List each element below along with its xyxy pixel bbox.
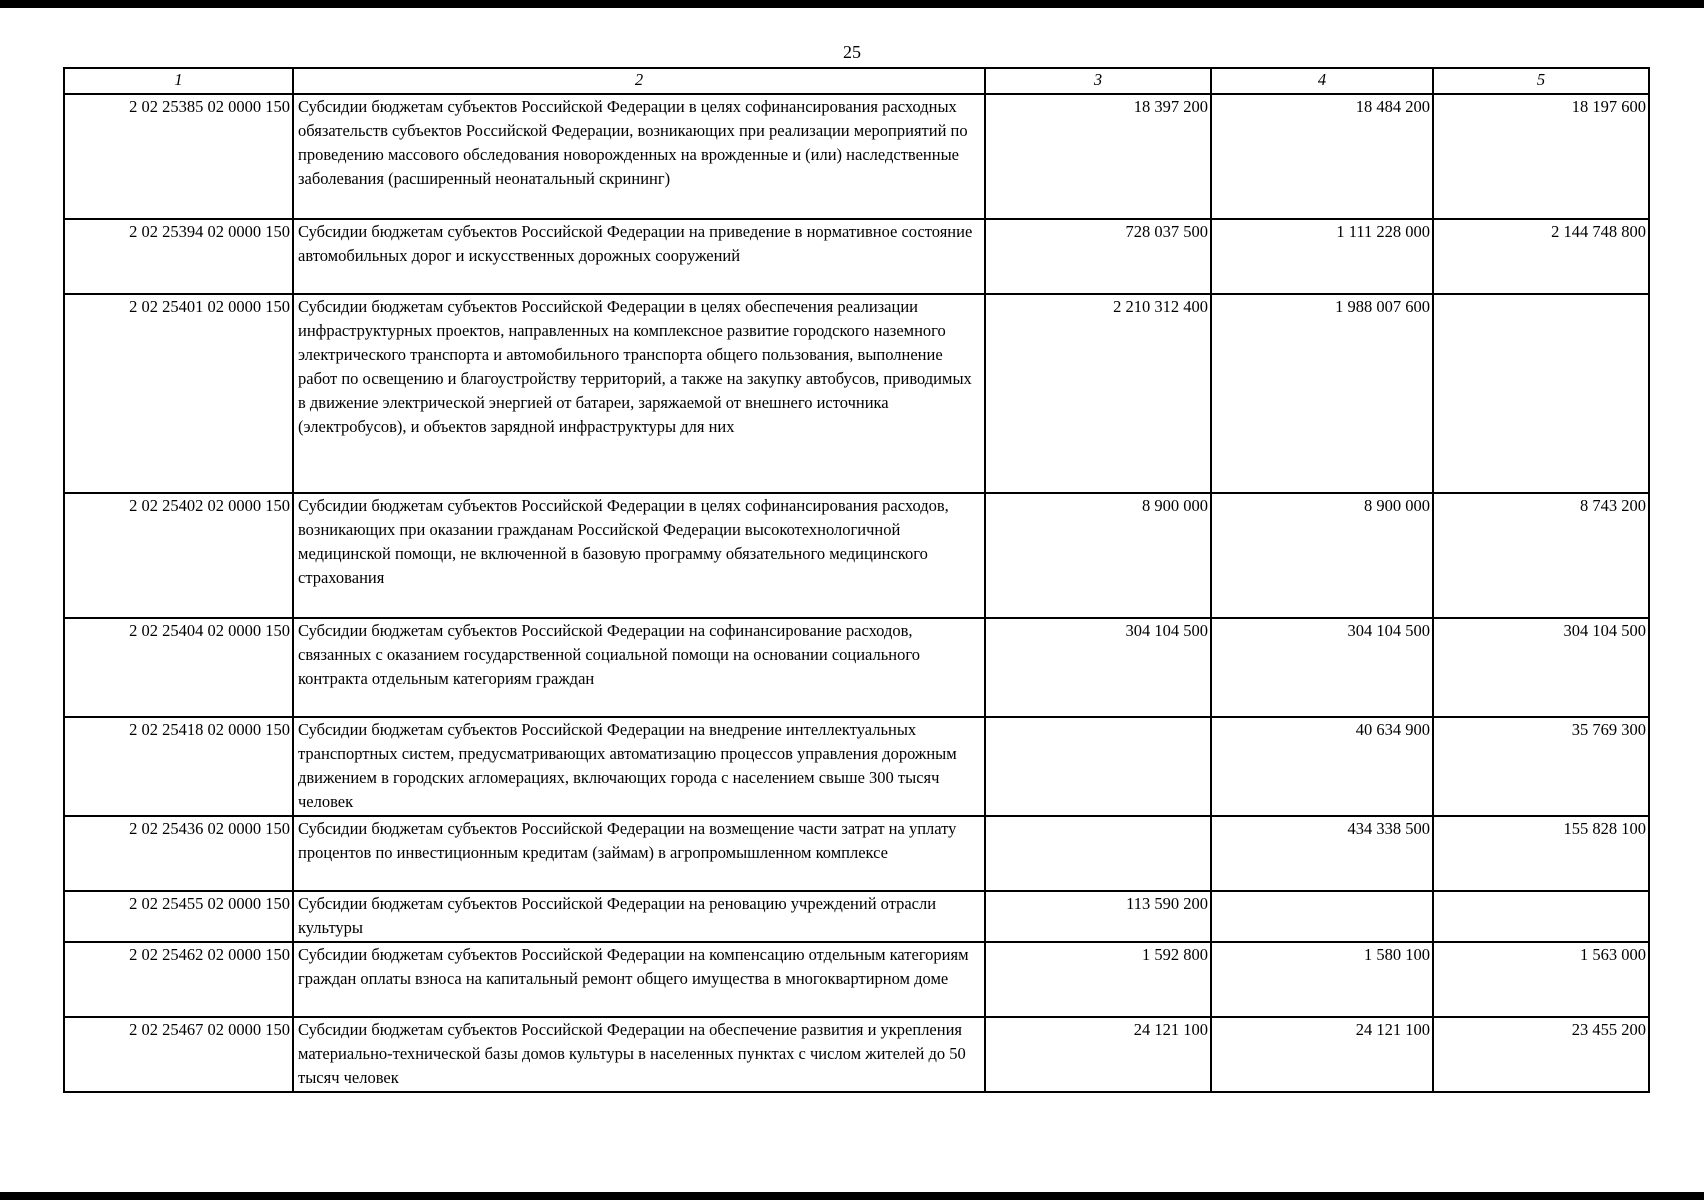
amount-col-3: 304 104 500	[985, 618, 1211, 717]
budget-code: 2 02 25401 02 0000 150	[64, 294, 293, 493]
table-row	[64, 94, 1649, 219]
amount-col-4: 1 988 007 600	[1211, 294, 1433, 493]
amount-col-3: 24 121 100	[985, 1017, 1211, 1092]
table-row	[64, 942, 1649, 1017]
budget-code: 2 02 25402 02 0000 150	[64, 493, 293, 618]
amount-col-5: 35 769 300	[1433, 717, 1649, 816]
amount-col-3: 2 210 312 400	[985, 294, 1211, 493]
budget-code: 2 02 25467 02 0000 150	[64, 1017, 293, 1092]
column-header-2: 2	[293, 68, 985, 94]
budget-description: Субсидии бюджетам субъектов Российской Федерации на софинансирование расходов, связанных с оказанием государственной социальной помощи на основании социального контракта отдельным категориям граждан	[293, 618, 985, 717]
table-row	[64, 1017, 1649, 1092]
budget-description: Субсидии бюджетам субъектов Российской Федерации на возмещение части затрат на уплату процентов по инвестиционным кредитам (займам) в агропромышленном комплексе	[293, 816, 985, 891]
column-header-1: 1	[64, 68, 293, 94]
amount-col-4: 434 338 500	[1211, 816, 1433, 891]
table-row	[64, 618, 1649, 717]
header-row	[64, 68, 1649, 94]
table-row	[64, 493, 1649, 618]
amount-col-4: 1 580 100	[1211, 942, 1433, 1017]
amount-col-5: 23 455 200	[1433, 1017, 1649, 1092]
amount-col-4: 40 634 900	[1211, 717, 1433, 816]
amount-col-4: 304 104 500	[1211, 618, 1433, 717]
amount-col-5: 2 144 748 800	[1433, 219, 1649, 294]
amount-col-3	[985, 717, 1211, 816]
budget-code: 2 02 25436 02 0000 150	[64, 816, 293, 891]
budget-code: 2 02 25404 02 0000 150	[64, 618, 293, 717]
amount-col-4: 8 900 000	[1211, 493, 1433, 618]
amount-col-5: 304 104 500	[1433, 618, 1649, 717]
budget-description: Субсидии бюджетам субъектов Российской Федерации на обеспечение развития и укрепления материально-технической базы домов культуры в населенных пунктах с числом жителей до 50 тысяч человек	[293, 1017, 985, 1092]
budget-code: 2 02 25394 02 0000 150	[64, 219, 293, 294]
page-number: 25	[843, 42, 861, 62]
amount-col-5	[1433, 294, 1649, 493]
budget-code: 2 02 25455 02 0000 150	[64, 891, 293, 942]
table-row	[64, 891, 1649, 942]
amount-col-3: 1 592 800	[985, 942, 1211, 1017]
budget-description: Субсидии бюджетам субъектов Российской Федерации в целях обеспечения реализации инфраструктурных проектов, направленных на комплексное развитие городского наземного электрического транспорта и автомобильного транспорта общего пользования, выполнение работ по освещению и благоустройству территорий, а также на закупку автобусов, приводимых в движение электрической энергией от батареи, заряжаемой от внешнего источника (электробусов), и объектов зарядной инфраструктуры для них	[293, 294, 985, 493]
scan-border-top	[0, 0, 1704, 8]
amount-col-3: 8 900 000	[985, 493, 1211, 618]
budget-description: Субсидии бюджетам субъектов Российской Федерации на внедрение интеллектуальных транспортных систем, предусматривающих автоматизацию процессов управления дорожным движением в городских агломерациях, включающих города с населением свыше 300 тысяч человек	[293, 717, 985, 816]
budget-description: Субсидии бюджетам субъектов Российской Федерации на реновацию учреждений отрасли культуры	[293, 891, 985, 942]
budget-code: 2 02 25462 02 0000 150	[64, 942, 293, 1017]
table-row	[64, 717, 1649, 816]
amount-col-5: 1 563 000	[1433, 942, 1649, 1017]
amount-col-4: 18 484 200	[1211, 94, 1433, 219]
column-header-4: 4	[1211, 68, 1433, 94]
column-header-3: 3	[985, 68, 1211, 94]
budget-table	[63, 67, 1650, 1093]
scan-border-bottom	[0, 1192, 1704, 1200]
amount-col-3: 18 397 200	[985, 94, 1211, 219]
amount-col-5: 155 828 100	[1433, 816, 1649, 891]
column-header-5: 5	[1433, 68, 1649, 94]
amount-col-3: 728 037 500	[985, 219, 1211, 294]
table-row	[64, 816, 1649, 891]
budget-code: 2 02 25418 02 0000 150	[64, 717, 293, 816]
budget-description: Субсидии бюджетам субъектов Российской Федерации на приведение в нормативное состояние автомобильных дорог и искусственных дорожных сооружений	[293, 219, 985, 294]
amount-col-4	[1211, 891, 1433, 942]
table-row	[64, 294, 1649, 493]
table-row	[64, 219, 1649, 294]
budget-description: Субсидии бюджетам субъектов Российской Федерации в целях софинансирования расходных обязательств субъектов Российской Федерации, возникающих при реализации мероприятий по проведению массового обследования новорожденных на врожденные и (или) наследственные заболевания (расширенный неонатальный скрининг)	[293, 94, 985, 219]
amount-col-5: 8 743 200	[1433, 493, 1649, 618]
budget-code: 2 02 25385 02 0000 150	[64, 94, 293, 219]
amount-col-3	[985, 816, 1211, 891]
budget-description: Субсидии бюджетам субъектов Российской Федерации в целях софинансирования расходов, возникающих при оказании гражданам Российской Федерации высокотехнологичной медицинской помощи, не включенной в базовую программу обязательного медицинского страхования	[293, 493, 985, 618]
amount-col-5: 18 197 600	[1433, 94, 1649, 219]
amount-col-3: 113 590 200	[985, 891, 1211, 942]
amount-col-4: 24 121 100	[1211, 1017, 1433, 1092]
amount-col-5	[1433, 891, 1649, 942]
budget-description: Субсидии бюджетам субъектов Российской Федерации на компенсацию отдельным категориям граждан оплаты взноса на капитальный ремонт общего имущества в многоквартирном доме	[293, 942, 985, 1017]
amount-col-4: 1 111 228 000	[1211, 219, 1433, 294]
